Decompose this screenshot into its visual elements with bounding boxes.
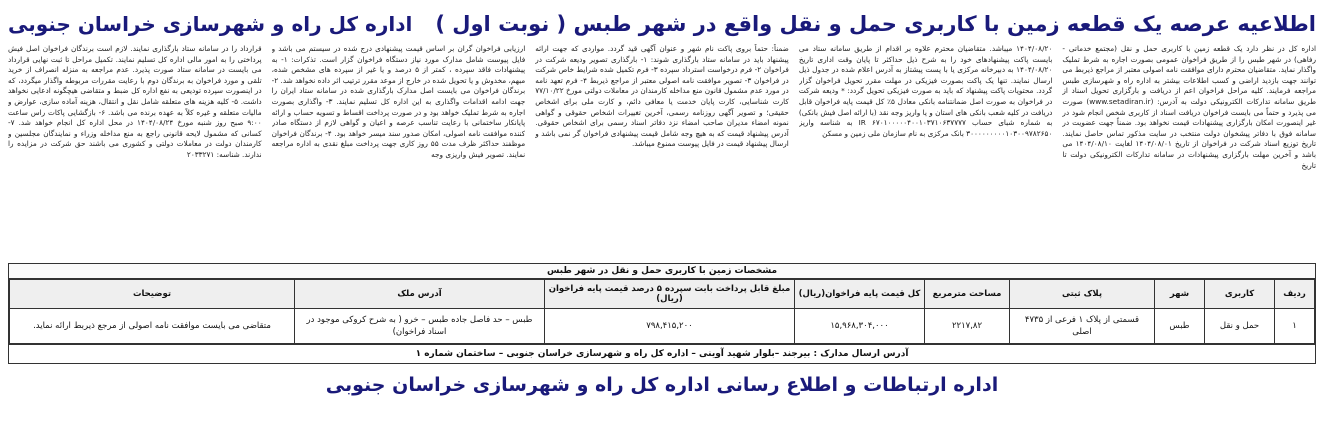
header-base-price: کل قیمت پایه فراخوان(ریال) <box>795 280 925 309</box>
announcement-title: اطلاعیه عرصه یک قطعه زمین با کاربری حمل و نقل واقع در شهر طبس ( نوبت اول ) <box>435 12 1316 36</box>
text-column-3: ضمناً: حتماً بروی پاکت نام شهر و عنوان آگهی قید گردد. مواردی که جهت ارائه پیشنهاد باید در سامانه ستاد بارگذاری شوند: ۱- بارگذاری تصویر ودیعه شرکت در فراخوان ۲- فرم درخواست استرداد سپرده ۳- فرم تکمیل شده شرایط خاص شرکت در فراخوان ۳- تصویر موافقت نامه اصولی معتبر از مراجع ذیربط ۴- فرم تعهد نامه در مورد عدم مشمول قانون منع مداخله کارمندان در معاملات دولتی مورخ ۷۷/۱۰/۲۲ کارت شناسایی، کارت پایان خدمت یا معافی دائم، و کارت ملی برای اشخاص حقیقی؛ و تصویر آگهی روزنامه رسمی، آخرین تغییرات اشخاص حقوقی و گواهی نمونه امضاء مدیران صاحب امضاء نزد دفاتر اسناد رسمی برای اشخاص حقوقی. آدرس پیشنهاد قیمت که به هیچ وجه شامل قیمت پیشنهادی فراخوان گر نمی باشد و ارسال پیشنهاد قیمت در فایل پیوست ممنوع میباشد. <box>535 44 789 149</box>
cell-usage: حمل و نقل <box>1205 309 1275 344</box>
cell-plot: قسمتی از پلاک ۱ فرعی از ۴۷۳۵ اصلی <box>1010 309 1155 344</box>
header-deposit: مبلغ قابل پرداخت بابت سپرده ۵ درصد قیمت پایه فراخوان (ریال) <box>545 280 795 309</box>
land-specs-table <box>9 279 1315 344</box>
land-specs-table-wrap <box>8 263 1316 364</box>
header-row-no: ردیف <box>1275 280 1315 309</box>
table-header-row <box>10 280 1315 309</box>
announcement-body <box>8 44 1316 259</box>
cell-area: ۲۲۱۷,۸۲ <box>925 309 1010 344</box>
table-row <box>10 309 1315 344</box>
footer-organization: اداره ارتباطات و اطلاع رسانی اداره کل راه و شهرسازی خراسان جنوبی <box>325 374 999 396</box>
cell-address: طبس – حد فاصل جاده طبس – خرو ( به شرح کروکی موجود در اسناد فراخوان) <box>295 309 545 344</box>
organization-title: اداره کل راه و شهرسازی خراسان جنوبی <box>8 12 413 36</box>
cell-notes: متقاضی می بایست موافقت نامه اصولی از مرجع ذیربط ارائه نماید. <box>10 309 295 344</box>
cell-row-no: ۱ <box>1275 309 1315 344</box>
header-usage: کاربری <box>1205 280 1275 309</box>
text-column-1: اداره کل در نظر دارد یک قطعه زمین با کاربری حمل و نقل (مجتمع خدماتی - رفاهی) در شهر طبس را از طریق فراخوان عمومی بصورت اجاره به شرط تملیک واگذار نماید. متقاضیان محترم دارای موافقت نامه اصولی معتبر از مراجع ذیربط می توانند جهت بازدید اراضی و کسب اطلاعات بیشتر به اداره راه و شهرسازی طبس مراجعه فرمایند. کلیه مراحل فراخوان اعم از دریافت و بارگزاری تحویل اسناد از طریق سامانه تدارکات الکترونیکی دولت به آدرس: (www.setadiran.ir) صورت می پذیرد و حتماً می بایست فراخوان دریافت اسناد از کاربری شخص انجام شود در غیر اینصورت امکان بارگزاری پیشنهادات قیمت نخواهد بود. ضمناً جهت عضویت در سامانه فوق با دفاتر پیشخوان دولت منتخب در سایت مذکور تماس حاصل نمایند. تاریخ توزیع اسناد شرکت در فراخوان از تاریخ ۱۴۰۴/۰۸/۰۱ لغایت ۱۴۰۴/۰۸/۱۰ می باشد و آخرین مهلت بارگزاری پیشنهادات در سامانه تدارکات الکترونیکی دولت تا تاریخ <box>1062 44 1316 170</box>
header-plot: پلاک ثبتی <box>1010 280 1155 309</box>
text-column-4: ارزیابی فراخوان گران بر اساس قیمت پیشنهادی درج شده در سیستم می باشد و فایل پیوست شامل مدارک مورد نیاز دستگاه فراخوان گزار است. تذکرات: ۱- به پیشنهادات فاقد سپرده ، کمتر از ۵ درصد و یا غیر از سپرده های مشخص شده، مبهم، مخدوش و یا تحویل شده در خارج از موعد مقرر ترتیب اثر داده نخواهد شد. ۲- برندگان فراخوان می بایست اصل مدارک بارگذاری شده در سامانه ستاد ایران را جهت ادامه اقدامات واگذاری به این اداره کل تسلیم نمایند. ۳- واگذاری بصورت اجاره به شرط تملیک خواهد بود و در صورت پرداخت اقساط و تسویه حساب و ارائه پایانکار ساختمانی با رعایت تناسب عرصه و اعیان و گواهی لازم از دستگاه صادر کننده موافقت نامه اصولی، امکان صدور سند میسر خواهد بود. ۴- برندگان فراخوان موظفند حداکثر ظرف مدت ۵۵ روز کاری جهت پرداخت مبلغ نقدی به اداره مراجعه نمایند. تصویر فیش واریزی وجه <box>271 44 526 159</box>
documents-address: آدرس ارسال مدارک : بیرجند –بلوار شهید آوینی – اداره کل راه و شهرسازی خراسان جنوبی – ساختمان شماره ۱ <box>9 344 1315 363</box>
header <box>8 6 1316 42</box>
header-notes: توضیحات <box>10 280 295 309</box>
cell-city: طبس <box>1155 309 1205 344</box>
cell-base-price: ۱۵,۹۶۸,۳۰۴,۰۰۰ <box>795 309 925 344</box>
text-column-5: قرارداد را در سامانه ستاد بارگذاری نمایند. لازم است برندگان فراخوان اصل فیش پرداختی را به امور مالی اداره کل تسلیم نمایند. تکمیل مراحل تا ثبت نهایی قرارداد می بایست در سامانه ستاد صورت پذیرد. عدم مراجعه به منزله انصراف از خرید تلقی و مورد فراخوان به برندگان دوم با رعایت مقررات مربوطه واگذار میگردد، که در اینصورت سپرده تودیعی به نفع اداره کل ضبط و متقاضی هیچگونه ادعایی نخواهد داشت. ۵- کلیه هزینه های متعلقه شامل نقل و انتقال، هزینه آماده سازی، عوارض و مالیات متعلقه و غیره کلاً به عهده برنده می باشد. ۶- بازگشایی پاکات راس ساعت ۹:۰۰ صبح روز شنبه مورخ ۱۴۰۴/۰۸/۲۴ در محل اداره کل انجام خواهد شد. ۷- کسانی که مشمول لایحه قانونی راجع به منع مداخله وزراء و نمایندگان مجلسین و کارمندان دولت در معاملات دولتی و کشوری می باشند حق شرکت در مزایده را ندارند. شناسه: ۲۰۳۳۲۷۱ <box>8 44 262 159</box>
cell-deposit: ۷۹۸,۴۱۵,۲۰۰ <box>545 309 795 344</box>
header-address: آدرس ملک <box>295 280 545 309</box>
table-title: مشخصات زمین با کاربری حمل و نقل در شهر طبس <box>9 264 1315 279</box>
text-column-2: ۱۴۰۴/۰۸/۲۰ میباشد. متقاضیان محترم علاوه بر اقدام از طریق سامانه ستاد می بایست پاکت پیشنهادهای خود را به شرح ذیل حداکثر تا پایان وقت اداری تاریخ ۱۴۰۴/۰۸/۲۰ به دبیرخانه مرکزی یا با پست پیشتاز به آدرس اعلام شده در جدول ذیل ارسال نمایند. تنها یک پاکت بصورت فیزیکی در مهلت مقرر تحویل فراخوان گزار گردد. محتویات پاکت پیشنهاد که باید به صورت فیزیکی تحویل گردد: * ودیعه شرکت در فراخوان به صورت اصل ضمانتنامه بانکی معادل ۵٪ کل قیمت پایه فراخوان قابل دریافت در کلیه شعب بانکی های استان و یا واریز وجه نقد (با ارائه اصل فیش بانکی) به شماره شبای حساب IR ۶۷۰۱۰۰۰۰۰۴۰۰۱۰۳۷۱۰۶۳۷۷۷۷ به شناسه واریز ۳۰۰۰۰۰۰۰۰۰۱۰۳۰۰۹۷۸۲۶۵۰ بانک مرکزی به نام سازمان ملی زمین و مسکن <box>798 44 1053 138</box>
header-area: مساحت مترمربع <box>925 280 1010 309</box>
header-city: شهر <box>1155 280 1205 309</box>
